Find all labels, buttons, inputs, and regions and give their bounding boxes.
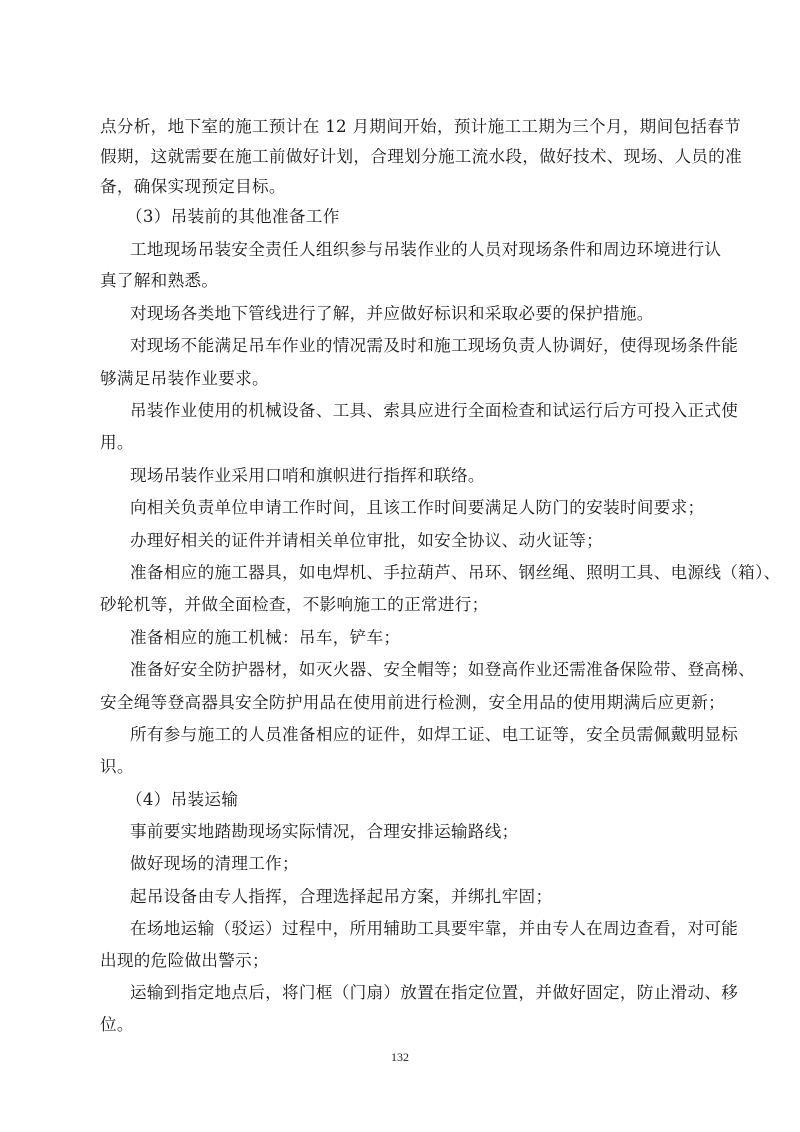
paragraph-line: 对现场各类地下管线进行了解，并应做好标识和采取必要的保护措施。 [130, 304, 654, 323]
section-heading: （4）吊装运输 [126, 790, 239, 809]
paragraph-line: 起吊设备由专人指挥，合理选择起吊方案，并绑扎牢固； [130, 887, 553, 906]
paragraph-line: 准备相应的施工器具，如电焊机、手拉葫芦、吊环、钢丝绳、照明工具、电源线（箱）、 [130, 563, 781, 582]
paragraph-line: 准备好安全防护器材，如灭火器、安全帽等；如登高作业还需准备保险带、登高梯、 [130, 660, 756, 679]
page-number: 132 [391, 1050, 409, 1064]
paragraph-line: 办理好相关的证件并请相关单位审批，如安全协议、动火证等； [130, 531, 604, 550]
paragraph-line: 运输到指定地点后，将门框（门扇）放置在指定位置，并做好固定，防止滑动、移 [130, 983, 739, 1002]
paragraph-line: 识。 [100, 757, 134, 776]
paragraph-line: 准备相应的施工机械：吊车，铲车； [130, 628, 401, 647]
paragraph-line: 真了解和熟悉。 [100, 271, 219, 290]
paragraph-line: 够满足吊装作业要求。 [100, 369, 269, 388]
paragraph-line: 所有参与施工的人员准备相应的证件，如焊工证、电工证等，安全员需佩戴明显标 [130, 725, 739, 744]
paragraph-line: 用。 [100, 433, 134, 452]
paragraph-line: 假期，这就需要在施工前做好计划，合理划分施工流水段，做好技术、现场、人员的准 [100, 147, 742, 166]
paragraph-line: 向相关负责单位申请工作时间，且该工作时间要满足人防门的安装时间要求； [130, 498, 705, 517]
paragraph-line: 备，确保实现预定目标。 [100, 177, 286, 196]
paragraph-line: 安全绳等登高器具安全防护用品在使用前进行检测，安全用品的使用期满后应更新； [100, 693, 726, 712]
section-heading: （3）吊装前的其他准备工作 [126, 207, 340, 226]
paragraph-line: 现场吊装作业采用口哨和旗帜进行指挥和联络。 [130, 466, 485, 485]
paragraph-line: 工地现场吊装安全责任人组织参与吊装作业的人员对现场条件和周边环境进行认 [130, 240, 722, 259]
paragraph-line: 砂轮机等，并做全面检查，不影响施工的正常进行； [100, 595, 489, 614]
paragraph-line: 吊装作业使用的机械设备、工具、索具应进行全面检查和试运行后方可投入正式使 [130, 401, 739, 420]
paragraph-line: 点分析，地下室的施工预计在 12 月期间开始，预计施工工期为三个月，期间包括春节 [100, 117, 742, 136]
paragraph-line: 对现场不能满足吊车作业的情况需及时和施工现场负责人协调好，使得现场条件能 [130, 336, 739, 355]
paragraph-line: 在场地运输（驳运）过程中，所用辅助工具要牢靠，并由专人在周边查看，对可能 [130, 919, 739, 938]
paragraph-line: 事前要实地踏勘现场实际情况，合理安排运输路线； [130, 822, 519, 841]
paragraph-line: 位。 [100, 1015, 134, 1034]
paragraph-line: 出现的危险做出警示； [100, 951, 269, 970]
paragraph-line: 做好现场的清理工作； [130, 854, 299, 873]
